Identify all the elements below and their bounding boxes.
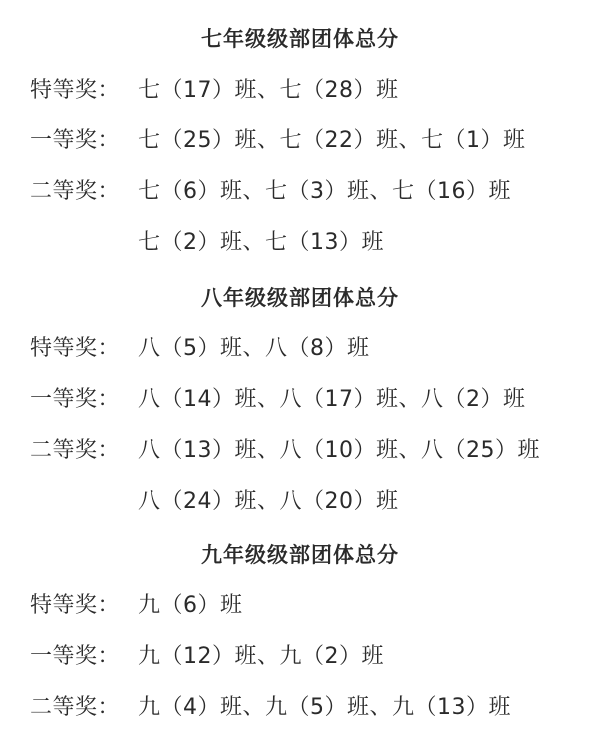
award-entries: 八（13）班、八（10）班、八（25）班 — [138, 438, 540, 463]
award-row-grade-7-second-continued — [30, 228, 384, 258]
award-row-grade-8-second-continued — [30, 487, 399, 517]
award-label: 一等奖： — [30, 128, 121, 153]
award-entries: 八（14）班、八（17）班、八（2）班 — [138, 387, 526, 412]
section-heading-grade-9: 九年级级部团体总分 — [201, 543, 399, 567]
award-label: 一等奖： — [30, 644, 121, 669]
award-row-grade-7-second — [30, 177, 511, 207]
award-row-grade-8-special — [30, 334, 370, 364]
award-label: 一等奖： — [30, 387, 121, 412]
award-label: 二等奖： — [30, 695, 121, 720]
award-entries: 九（12）班、九（2）班 — [138, 644, 384, 669]
award-label: 二等奖： — [30, 438, 121, 463]
award-entries: 七（25）班、七（22）班、七（1）班 — [138, 128, 526, 153]
award-entries: 八（24）班、八（20）班 — [138, 489, 399, 514]
award-entries: 八（5）班、八（8）班 — [138, 336, 370, 361]
award-label: 特等奖： — [30, 336, 121, 361]
award-entries: 七（2）班、七（13）班 — [138, 230, 384, 255]
award-row-grade-9-special — [30, 591, 243, 621]
award-row-grade-9-first — [30, 642, 384, 672]
award-label: 特等奖： — [30, 593, 121, 618]
award-entries: 七（17）班、七（28）班 — [138, 78, 399, 103]
section-heading-grade-8: 八年级级部团体总分 — [201, 286, 399, 310]
award-row-grade-9-second — [30, 693, 511, 723]
award-row-grade-7-special — [30, 76, 399, 106]
award-entries: 七（6）班、七（3）班、七（16）班 — [138, 179, 511, 204]
section-heading-grade-7: 七年级级部团体总分 — [201, 27, 399, 51]
award-row-grade-8-second — [30, 436, 540, 466]
award-entries: 九（4）班、九（5）班、九（13）班 — [138, 695, 511, 720]
award-row-grade-7-first — [30, 126, 526, 156]
award-label: 二等奖： — [30, 179, 121, 204]
award-entries: 九（6）班 — [138, 593, 243, 618]
award-label: 特等奖： — [30, 78, 121, 103]
award-row-grade-8-first — [30, 385, 526, 415]
